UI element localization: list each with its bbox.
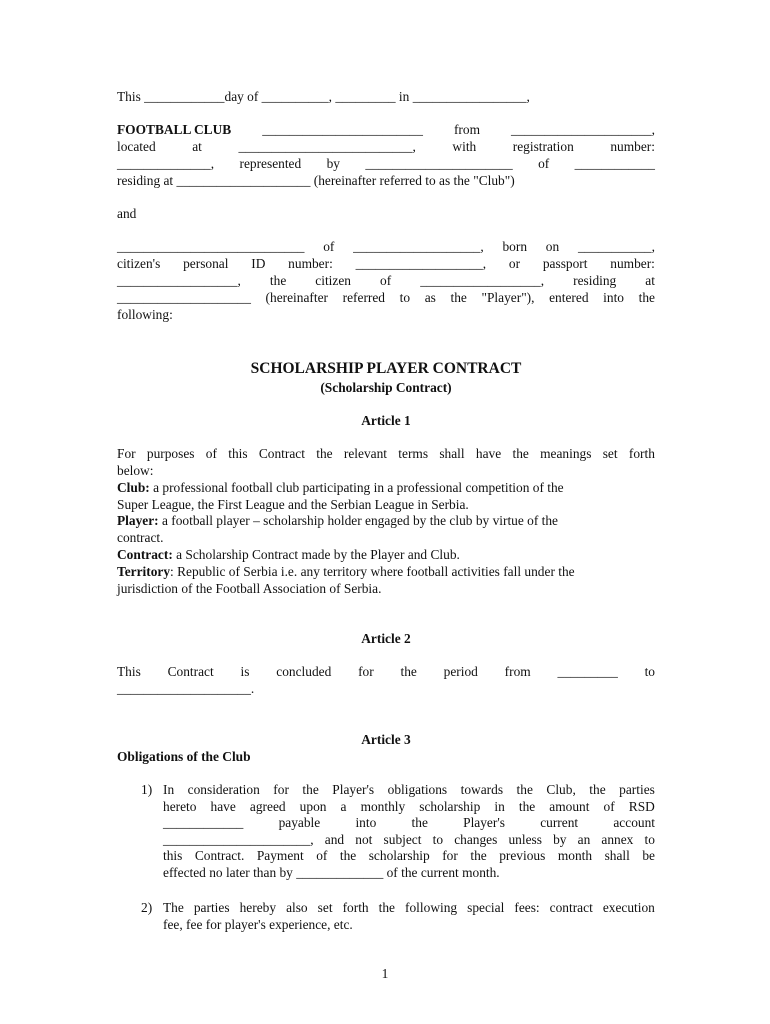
word: for <box>442 848 458 863</box>
word: personal <box>183 256 229 271</box>
term-contract: Contract: <box>117 547 173 562</box>
word: annex <box>601 831 634 847</box>
word: at <box>192 139 202 154</box>
word: this <box>228 446 248 461</box>
word: is <box>240 664 250 679</box>
word: number: <box>610 256 655 271</box>
word: __________________, <box>420 273 545 288</box>
word: the <box>589 782 606 797</box>
obligation-item-1-line-5 <box>163 848 655 865</box>
word: previous <box>499 848 546 863</box>
word: have <box>475 446 502 461</box>
word: parties <box>193 900 230 915</box>
word: _________ <box>557 664 618 679</box>
word: be <box>642 848 655 863</box>
word: ___________________, <box>355 256 487 271</box>
word: to <box>644 831 655 847</box>
word: the <box>316 446 333 461</box>
definition-club-text: a professional football club participating in a professional competition of the <box>149 480 564 495</box>
word: the <box>302 782 319 797</box>
preamble-player-line-2 <box>117 256 655 272</box>
word: The <box>163 900 184 915</box>
word: by <box>553 831 567 847</box>
word: Player's <box>463 815 505 830</box>
word: Contract <box>167 664 214 679</box>
word: by <box>326 156 340 171</box>
article-2-line-1 <box>117 664 655 680</box>
word: the <box>411 815 428 830</box>
word: amount <box>549 798 590 814</box>
word: ___________________, <box>353 239 484 254</box>
word: ________________________ <box>262 122 423 137</box>
definition-club <box>117 480 655 496</box>
word: monthly <box>360 798 406 814</box>
obligation-item-1-line-3 <box>163 815 655 832</box>
word: born <box>502 239 528 254</box>
obligation-item-2-number: 2) <box>141 900 153 915</box>
word: unless <box>508 831 542 847</box>
word: an <box>577 831 591 847</box>
word: not <box>355 831 373 847</box>
word: ___________, <box>577 239 655 254</box>
word: located <box>117 139 156 154</box>
word: citizen's <box>117 256 161 271</box>
preamble-and: and <box>117 206 137 221</box>
word: the <box>400 664 417 679</box>
definition-player-text: a football player – scholarship holder engaged by the club by virtue of the <box>158 513 559 528</box>
word: Club, <box>546 782 576 797</box>
word: For <box>117 446 136 461</box>
word: meanings <box>540 446 592 461</box>
contract-subtitle: (Scholarship Contract) <box>320 380 452 395</box>
definition-contract-text: a Scholarship Contract made by the Player and Club. <box>172 547 460 562</box>
word: hereto <box>163 798 197 814</box>
word: passport <box>542 256 588 271</box>
word: period <box>443 664 478 679</box>
word: of <box>316 848 328 863</box>
word: scholarship <box>368 848 430 863</box>
word: into <box>603 290 624 305</box>
word: ID <box>251 256 266 271</box>
word: also <box>286 900 308 915</box>
article-1-heading: Article 1 <box>361 413 411 428</box>
preamble-date-line: This ____________day of __________, _________ in _________________, <box>117 89 530 104</box>
preamble-player-line-4 <box>117 290 655 306</box>
word: ______________________ <box>365 156 513 171</box>
word: Contract. <box>194 848 245 863</box>
word: obligations <box>387 782 448 797</box>
obligation-item-2-line-1 <box>163 900 655 917</box>
word: a <box>340 798 347 814</box>
word: ____________ <box>574 156 655 171</box>
word: forth <box>342 900 369 915</box>
word: upon <box>299 798 327 814</box>
word: ____________ <box>163 815 244 830</box>
obligation-item-1-line-4 <box>163 832 655 849</box>
obligation-item-1-line-1 <box>163 782 655 799</box>
word: this <box>163 848 183 863</box>
word: scholarship <box>419 798 481 814</box>
word: residing <box>573 273 617 288</box>
word: of <box>380 273 392 288</box>
word: the <box>516 782 533 797</box>
word: or <box>508 256 521 271</box>
word: concluded <box>276 664 332 679</box>
word: current <box>540 815 579 830</box>
definition-player-line-2: contract. <box>117 530 164 545</box>
word: __________________________, <box>238 139 416 154</box>
contract-title: SCHOLARSHIP PLAYER CONTRACT <box>250 360 522 377</box>
word: ______________________, <box>163 831 314 847</box>
preamble-club-line-1 <box>117 122 655 138</box>
preamble-club-line-3 <box>117 156 655 172</box>
article-2-heading: Article 2 <box>361 631 411 646</box>
word: the <box>269 273 287 288</box>
term-player: Player: <box>117 513 159 528</box>
word: citizen <box>315 273 351 288</box>
word: to <box>432 831 444 847</box>
word: __________________, <box>117 273 241 288</box>
word: the <box>638 290 655 305</box>
word: following <box>405 900 458 915</box>
word: of <box>538 156 550 171</box>
word: Player's <box>332 782 375 797</box>
word: of <box>323 239 335 254</box>
word: into <box>355 815 377 830</box>
article-2-line-2: ____________________. <box>117 681 255 696</box>
word: of <box>205 446 217 461</box>
word: with <box>452 139 477 154</box>
obligation-item-1-line-2 <box>163 799 655 816</box>
word: ____________________ <box>117 290 251 305</box>
word: Payment <box>256 848 304 863</box>
word: number: <box>610 139 655 154</box>
preamble-player-line-1 <box>117 239 655 255</box>
word: the <box>339 848 357 863</box>
definition-contract <box>117 547 655 563</box>
preamble-club-line-4: residing at ____________________ (hereinafter referred to as the "Club") <box>117 173 515 188</box>
word: set <box>317 900 333 915</box>
word: consideration <box>187 782 260 797</box>
word: number: <box>288 256 333 271</box>
word: fees: <box>514 900 540 915</box>
article-1-intro-line-2: below: <box>117 463 154 478</box>
term-club: Club: <box>117 480 150 495</box>
word: payable <box>278 815 321 830</box>
word: from <box>504 664 531 679</box>
word: terms <box>398 446 429 461</box>
word: forth <box>628 446 655 461</box>
word: set <box>602 446 618 461</box>
word: and <box>324 831 345 847</box>
word: "Player"), <box>481 290 535 305</box>
word: ______________, <box>117 156 215 171</box>
word: for <box>273 782 289 797</box>
definition-player <box>117 513 655 529</box>
word: FOOTBALL CLUB <box>117 122 232 137</box>
word: at <box>645 273 655 288</box>
word: hereby <box>239 900 277 915</box>
definition-territory <box>117 564 655 580</box>
word: towards <box>460 782 504 797</box>
word: the <box>378 900 395 915</box>
word: the <box>450 290 467 305</box>
word: purposes <box>146 446 195 461</box>
definition-club-line-2: Super League, the First League and the Serbian League in Serbia. <box>117 497 469 512</box>
article-3-subheading: Obligations of the Club <box>117 749 251 764</box>
term-territory: Territory <box>117 564 171 579</box>
word: _____________________, <box>511 122 655 137</box>
word: shall <box>604 848 630 863</box>
obligation-item-1-line-6: effected no later than by _____________ of the current month. <box>163 864 500 880</box>
word: (hereinafter <box>265 290 328 305</box>
word: subject <box>383 831 422 847</box>
word: execution <box>602 900 655 915</box>
word: represented <box>239 156 302 171</box>
word: shall <box>439 446 465 461</box>
obligation-item-2 <box>141 900 655 934</box>
word: RSD <box>628 798 655 814</box>
word: in <box>494 798 505 814</box>
word: as <box>424 290 436 305</box>
word: changes <box>454 831 498 847</box>
word: referred <box>342 290 386 305</box>
word: from <box>453 122 480 137</box>
preamble-player-line-5: following: <box>117 307 173 322</box>
word: This <box>117 664 141 679</box>
word: month <box>557 848 593 863</box>
word: of <box>603 798 615 814</box>
word: the <box>518 798 536 814</box>
word: ____________________________ <box>117 239 305 254</box>
obligation-item-1-number: 1) <box>141 782 153 797</box>
word: for <box>358 664 374 679</box>
word: parties <box>619 782 655 797</box>
word: special <box>467 900 505 915</box>
word: on <box>545 239 560 254</box>
word: Contract <box>258 446 305 461</box>
definition-territory-line-2: jurisdiction of the Football Association of Serbia. <box>117 581 382 596</box>
word: account <box>613 815 655 830</box>
word: contract <box>549 900 593 915</box>
article-1-intro-line-1 <box>117 446 655 462</box>
word: registration <box>512 139 574 154</box>
preamble-player-line-3 <box>117 273 655 289</box>
word: agreed <box>249 798 286 814</box>
word: In <box>163 782 175 797</box>
definition-territory-text: : Republic of Serbia i.e. any territory where football activities fall under the <box>170 564 575 579</box>
word: relevant <box>343 446 388 461</box>
page-number: 1 <box>381 966 389 981</box>
word: entered <box>549 290 589 305</box>
word: the <box>470 848 487 863</box>
word: to <box>399 290 411 305</box>
obligation-item-2-line-2: fee, fee for player's experience, etc. <box>163 916 353 932</box>
preamble-club-line-2 <box>117 139 655 155</box>
article-3-heading: Article 3 <box>361 732 411 747</box>
obligation-item-1 <box>141 782 655 882</box>
word: to <box>644 664 655 679</box>
word: have <box>210 798 236 814</box>
word: the <box>512 446 529 461</box>
